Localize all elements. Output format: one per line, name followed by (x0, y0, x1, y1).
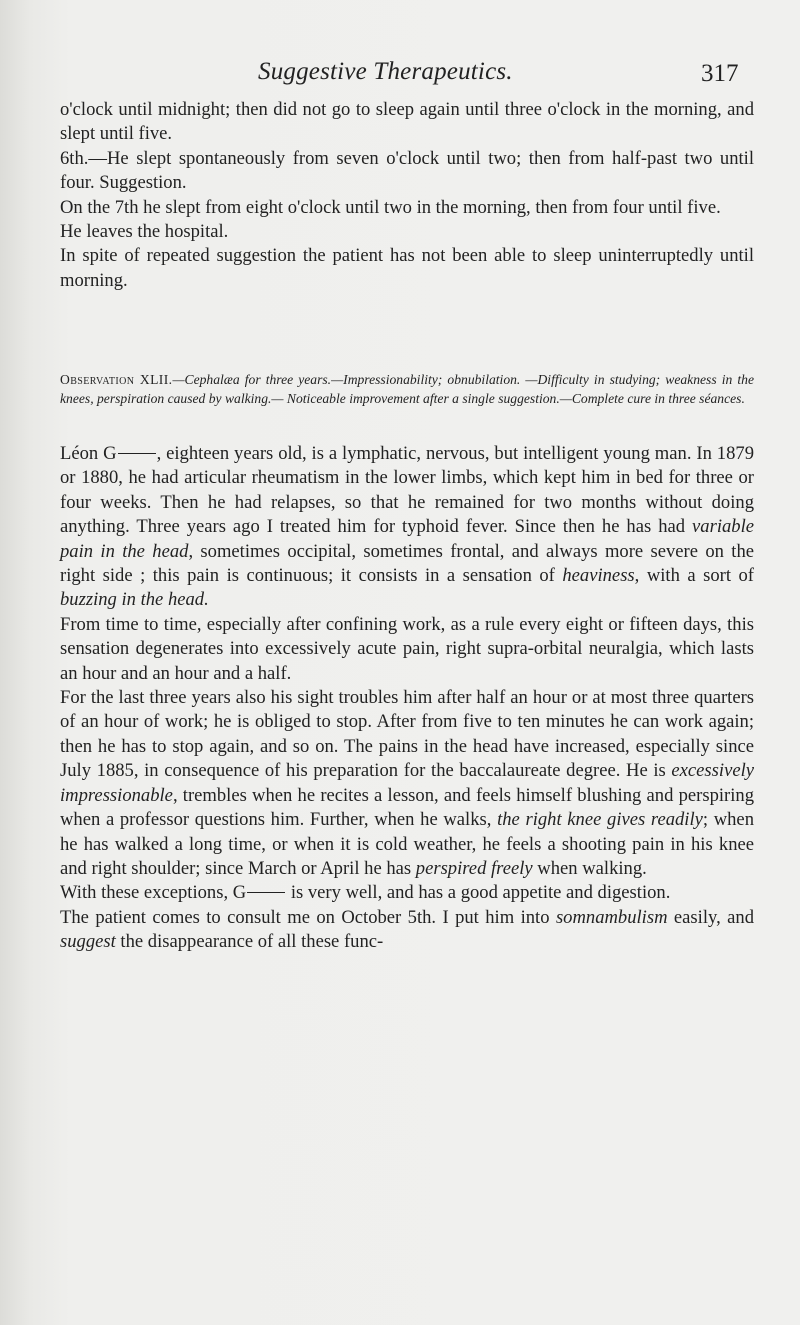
paragraph: On the 7th he slept from eight o'clock until two in the morning, then from four until five. (60, 196, 721, 218)
text-run: , trembles when he recites a lesson, and feels himself blushing and perspiring when a professor questions him. Further, when he walks, (60, 784, 754, 831)
text-run: The patient comes to consult me on October 5th. I put him into (60, 906, 556, 928)
name-dash (118, 453, 156, 454)
text-run: the disappearance of all these func- (115, 931, 384, 953)
case-text (60, 442, 754, 955)
running-title: Suggestive Therapeutics. (258, 58, 513, 85)
text-run: ; when he has walked a long time, or when it is cold weather, he feels a shooting pain in his knee and right shoulder; since March or April he has (60, 809, 754, 879)
text-run: , eighteen years old, is a lymphatic, nervous, but intelligent young man. In 1879 or 1880, he had articular rheumatism in the lower limbs, which kept him in bed for three or four weeks. Then he had relapses, so that he remained for two months without doing anything. Three years ago I treated him for typhoid fever. Since then he has had (60, 443, 754, 538)
case-paragraph-5 (60, 906, 754, 955)
case-paragraph-1 (60, 442, 754, 613)
emphasis: the right knee gives readily (497, 809, 703, 831)
page-number: 317 (701, 60, 739, 87)
name-dash (247, 892, 285, 893)
observation-summary: —Cephalæa for three years.—Impressionability; obnubilation. —Difficulty in studying; weakness in the knees, perspiration caused by walking.— Noticeable improvement after a single suggestion.—Complete cure in three séances. (60, 372, 755, 406)
case-paragraph-4 (60, 881, 754, 905)
observation-heading (60, 370, 754, 408)
paragraph: In spite of repeated suggestion the patient has not been able to sleep uninterruptedly until morning. (60, 245, 754, 291)
emphasis: perspired freely (415, 857, 533, 879)
emphasis: variable pain in the head (60, 516, 754, 562)
page-header (0, 58, 800, 88)
observation-label: Observation XLII. (60, 372, 173, 387)
text-run: , sometimes occipital, sometimes frontal, and always more severe on the right side ; this pain is continuous; it consists in a sensation of (60, 540, 755, 587)
emphasis: heaviness (562, 565, 635, 587)
paragraph: 6th.—He slept spontaneously from seven o'clock until two; then from half-past two until four. Suggestion. (60, 147, 754, 194)
text-run: easily, and (667, 906, 754, 928)
patient-name: Léon G (60, 443, 117, 464)
emphasis: buzzing in the head. (60, 589, 209, 611)
patient-name: With these exceptions, G (60, 882, 247, 904)
case-paragraph-3 (60, 686, 754, 881)
paragraph: o'clock until midnight; then did not go to sleep again until three o'clock in the morning, and slept until five. (60, 99, 754, 145)
emphasis: excessively impressionable (60, 760, 754, 806)
text-run: For the last three years also his sight troubles him after half an hour or at most three quarters of an hour of work; he is obliged to stop. After from five to ten minutes he can work again; then he has to stop again, and so on. The pains in the head have increased, especially since July 1885, in consequence of his preparation for the baccalaureate degree. He is (60, 687, 754, 782)
text-run: , with a sort of (634, 565, 754, 587)
text-run: when walking. (532, 857, 647, 879)
text-run: is very well, and has a good appetite and digestion. (286, 882, 671, 904)
emphasis: somnambulism (555, 906, 668, 928)
paragraph: He leaves the hospital. (60, 221, 229, 243)
top-paragraphs (60, 98, 754, 293)
emphasis: suggest (60, 931, 116, 953)
case-paragraph-2: From time to time, especially after confining work, as a rule every eight or fifteen days, this sensation degenerates into excessively acute pain, right supra-orbital neuralgia, which lasts an hour and an hour and a half. (60, 613, 754, 684)
